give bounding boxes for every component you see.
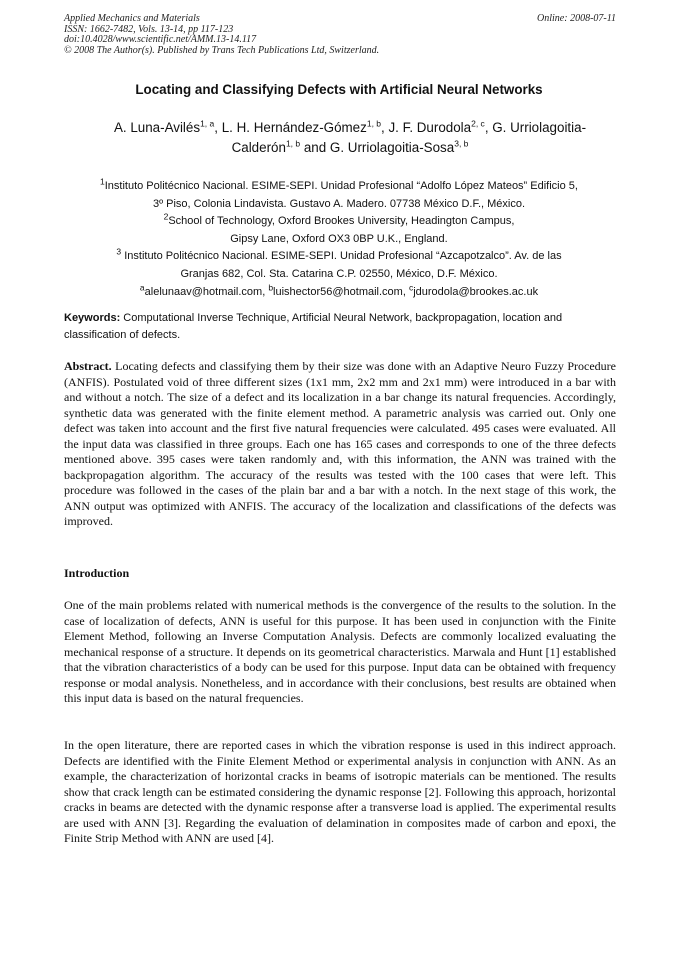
keywords-text: Computational Inverse Technique, Artificial Neural Network, backpropagation, location and classification of defects.	[64, 312, 563, 341]
paper-title: Locating and Classifying Defects with Artificial Neural Networks	[135, 82, 543, 97]
introduction-paragraph-1: One of the main problems related with numerical methods is the convergence of the results to the solution. In the case of localization of defects, ANN is useful for this purpose. It has been used in conjunction with the Finite Element Method, following an Inverse Computation Analysis. Defects are commonly localized evaluating the mechanical response of a structure. It depends on its geometrical characteristics. Marwala and Hunt [1] established that the vibration characteristics of a body can be used for this purpose. Input data can be obtained with frequency response or modal analysis. Nonetheless, and in accordance with their conclusions, best results are obtained when this input data is based on the natural frequencies.	[64, 598, 616, 705]
issn-line: ISSN: 1662-7482, Vols. 13-14, pp 117-123	[64, 23, 234, 35]
email-line	[40, 281, 638, 302]
affiliation-3-line-1: $^3$ Instituto Politécnico Nacional. ESIME-SEPI. Unidad Profesional “Azcapotzalco”. Av. de las	[116, 246, 562, 263]
affiliation-2-line-1: $^2$School of Technology, Oxford Brookes University, Headington Campus,	[163, 211, 515, 228]
copyright-line: © 2008 The Author(s). Published by Trans Tech Publications Ltd, Switzerland.	[64, 44, 380, 56]
author-name: L. H. Hernández-Gómez	[221, 120, 367, 135]
author-affiliation-mark: 1, a	[200, 118, 215, 129]
abstract-section	[64, 359, 616, 530]
affiliation-2-line-2: Gipsy Lane, Oxford OX3 0BP U.K., England.	[230, 232, 448, 245]
affiliation-1-line-1: $^1$Instituto Politécnico Nacional. ESIME-SEPI. Unidad Profesional “Adolfo López Mateos” Edificio 5,	[100, 176, 578, 192]
affiliation-3-line-2: Granjas 682, Col. Sta. Catarina C.P. 02550, México, D.F. México.	[180, 267, 498, 280]
author-separator: ,	[214, 120, 222, 135]
author-affiliation-mark: 1, b	[285, 138, 301, 149]
keywords-section	[64, 310, 616, 344]
journal-name: Applied Mechanics and Materials	[64, 13, 200, 24]
affiliation-mark: 1	[100, 176, 105, 187]
author-separator: and	[300, 140, 330, 155]
author-list	[90, 118, 610, 158]
email-mark: a	[139, 281, 145, 292]
email-c: jdurodola@brookes.ac.uk	[413, 285, 539, 298]
author-name: A. Luna-Avilés	[113, 120, 201, 135]
author-affiliation-mark: 3, b	[454, 138, 469, 149]
journal-header	[64, 14, 616, 56]
affiliations	[40, 178, 638, 301]
author-affiliation-mark: 1, b	[366, 118, 382, 129]
author-name: G. Urriolagoitia-Calderón	[231, 120, 587, 155]
abstract-label: Abstract.	[64, 359, 112, 373]
author-name: G. Urriolagoitia-Sosa	[329, 140, 455, 155]
email-mark: c	[408, 281, 414, 292]
email-b: luishector56@hotmail.com,	[273, 285, 409, 298]
author-affiliation-mark: 2, c	[471, 118, 485, 129]
author-separator: ,	[484, 120, 493, 135]
affiliation-mark: 3	[116, 246, 122, 257]
online-date: Online: 2008-07-11	[537, 13, 616, 24]
author-name: J. F. Durodola	[388, 120, 472, 135]
affiliation-1-line-2: 3º Piso, Colonia Lindavista. Gustavo A. Madero. 07738 México D.F., México.	[152, 197, 526, 210]
introduction-paragraph-2: In the open literature, there are reported cases in which the vibration response is used in this indirect approach. Defects are identified with the Finite Element Method or experimental analysis in conjunction with ANN. As an example, the characterization of horizontal cracks in beams of isotropic materials can be mentioned. The results show that crack length can be estimated considering the dynamic response [2]. Following this approach, horizontal cracks in beams are detected with the dynamic response after a transverse load is applied. The experimental results are used with ANN [3]. Regarding the evaluation of delamination in composites made of carbon and epoxi, the Finite Strip Method with ANN are used [4].	[64, 738, 616, 845]
email-mark: b	[268, 281, 274, 292]
keywords-label: Keywords:	[64, 312, 121, 324]
abstract-text: Locating defects and classifying them by their size was done with an Adaptive Neuro Fuzzy Procedure (ANFIS). Postulated void of three different sizes (1x1 mm, 2x2 mm and 2x1 mm) were introduced in a bar with and without a notch. The size of a defect and its localization in a bar change its natural frequencies. Accordingly, synthetic data was generated with the finite element method. A parametric analysis was carried out. Only one defect was taken into account and the first five natural frequencies were calculated. 495 cases were evaluated. All the input data was classified in three groups. Each one has 165 cases and corresponds to one of the three defects mentioned above. 395 cases were taken randomly and, with this information, the ANN was trained with the backpropagation algorithm. The accuracy of the results was tested with the 100 cases that were left. This procedure was followed in the cases of the plain bar and a bar with a notch. In the next stage of this work, the ANN output was optimized with ANFIS. The accuracy of the localization and classifications of the defects was improved.	[64, 359, 616, 528]
introduction-heading: Introduction	[64, 566, 130, 580]
doi-line: doi:10.4028/www.scientific.net/AMM.13-14.117	[64, 34, 257, 46]
author-separator: ,	[381, 120, 389, 135]
email-a: alelunaav@hotmail.com,	[144, 285, 269, 298]
affiliation-mark: 2	[163, 211, 169, 222]
